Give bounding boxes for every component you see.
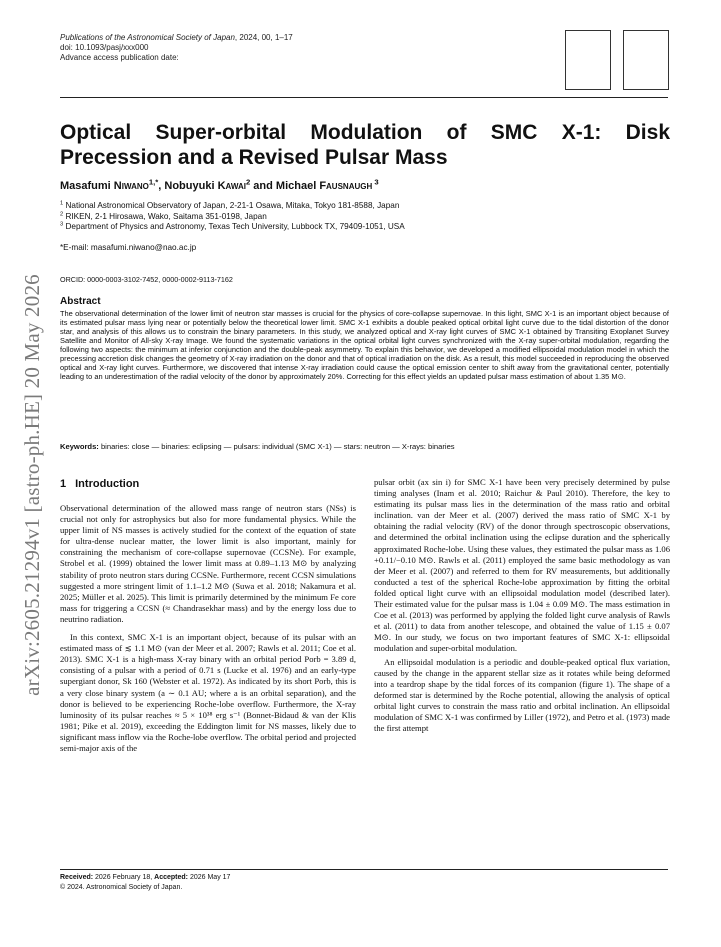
received-label: Received: bbox=[60, 874, 94, 881]
accepted-date: 2026 May 17 bbox=[188, 874, 231, 881]
copyright: © 2024. Astronomical Society of Japan. bbox=[60, 883, 183, 891]
affiliation-1 bbox=[60, 201, 405, 212]
body-column-left bbox=[60, 478, 356, 754]
affiliations bbox=[60, 201, 405, 233]
header-rule bbox=[60, 97, 668, 98]
author-1-last: Niwano bbox=[113, 180, 149, 192]
author-and: and bbox=[250, 180, 276, 192]
author-1-sup: 1,* bbox=[148, 177, 159, 187]
author-3-first: Michael bbox=[275, 180, 320, 192]
affiliation-3-text: Department of Physics and Astronomy, Texas Tech University, Lubbock TX, 79409-1051, USA bbox=[63, 222, 405, 232]
author-2-last: Kawai bbox=[217, 180, 246, 192]
accepted-label: Accepted: bbox=[154, 874, 189, 881]
journal-volume: , 2024, 00, 1–17 bbox=[234, 33, 293, 42]
author-2-first: Nobuyuki bbox=[164, 180, 218, 192]
paragraph: An ellipsoidal modulation is a periodic and double-peaked optical flux variation, caused by the change in the apparent stellar size as it rotates while being deformed into a teardrop shape by the tidal forces of its companion (figure 1). The shape of a deformed star is determined by the Roche potential, allowing the analysis of optical orbital light curves to constrain the mass ratio and orbital inclination. An ellipsoidal modulation of SMC X-1 was confirmed by Liller (1972), and Petro et al. (1973) made the first attempt bbox=[374, 656, 670, 734]
keywords bbox=[60, 442, 669, 451]
author-list: Masafumi Niwano$^{1,*}$, Nobuyuki Kawai$^2$ and Michael Fausnaugh $^3$ bbox=[60, 177, 379, 192]
affiliation-3 bbox=[60, 222, 405, 233]
doi[interactable]: doi: 10.1093/pasj/xxx000 bbox=[60, 43, 149, 52]
keywords-label: Keywords: bbox=[60, 442, 99, 451]
section-number: 1 bbox=[60, 478, 67, 490]
paragraph: pulsar orbit (ax sin i) for SMC X-1 have been very precisely determined by pulse timing analyses (Inam et al. 2010; Raichur & Paul 2010). Therefore, the key to estimating its pulsar mass lies in the determination of the mass ratio and orbital inclination. van der Meer et al. (2007) derived the mass ratio of SMC X-1 by obtaining the radial velocity (RV) of the donor through spectroscopic observations, and determined the orbital inclination using the eclipse duration and the spherically approximated Roche-lobe. Using these values, they estimated the pulsar mass as 1.06 +0.11/−0.10 M⊙. Rawls et al. (2011) employed the same basic methodology as van der Meer et al. (2007) and referred to them for RV measurements, but additionally conducted a test of the spherical Roche-lobe approximation by fitting the orbital folded optical light curve with an ellipsoidal modulation model (described later). Their estimated value for the pulsar mass is 1.04 ± 0.09 M⊙. The mass estimation in Coe et al. (2013) was performed by applying the folded light curve analysis of Rawls et al. (2011) to data from another telescope, and obtained the value of 1.15 ± 0.07 M⊙. In our study, we focus on two important features of SMC X-1: ellipsoidal modulation and super-orbital modulation. bbox=[374, 477, 670, 654]
journal-name: Publications of the Astronomical Society of Japan bbox=[60, 33, 235, 42]
header-box-left bbox=[565, 30, 611, 90]
arxiv-stamp: arXiv:2605.21294v1 [astro-ph.HE] 20 May 2026 bbox=[20, 274, 44, 696]
dates-line bbox=[60, 873, 230, 883]
journal-line bbox=[60, 33, 293, 43]
author-3-last: Fausnaugh bbox=[319, 180, 373, 192]
affiliation-1-text: National Astronomical Observatory of Japan, 2-21-1 Osawa, Mitaka, Tokyo 181-8588, Japan bbox=[63, 201, 400, 210]
received-date: 2026 February 18, bbox=[93, 874, 155, 881]
section-title: Introduction bbox=[75, 478, 140, 490]
journal-header bbox=[60, 33, 293, 63]
section-heading bbox=[60, 478, 356, 490]
author-2-sup: 2 bbox=[245, 177, 251, 187]
title-line-2: Precession and a Revised Pulsar Mass bbox=[60, 146, 448, 169]
footer-rule bbox=[60, 869, 668, 870]
orcid-line: ORCID: 0000-0003-3102-7452, 0000-0002-9113-7162 bbox=[60, 275, 233, 284]
abstract-heading: Abstract bbox=[60, 296, 101, 307]
author-1-first: Masafumi bbox=[60, 180, 114, 192]
affiliation-2-text: RIKEN, 2-1 Hirosawa, Wako, Saitama 351-0198, Japan bbox=[63, 211, 267, 221]
paragraph: Observational determination of the allowed mass range of neutron stars (NSs) is crucial not only for astrophysics but also for more fundamental physics. While the upper limit of NS masses is actively studied for the context of the equation of state for ultra-dense nuclear matter, the lower limit is also important, mainly for constraining the mechanism of core-collapse supernovae (CCSNe). For example, Strobel et al. (1999) obtained the lower limit mass at 0.89–1.13 M⊙ by analyzing stability of proto neutron stars during CCSNe. Furthermore, recent CCSN simulations suggested a more stringent limit of 1.1–1.2 M⊙ (Suwa et al. 2018; Nakamura et al. 2025; Müller et al. 2025). This limit is primarily determined by the minimum Fe core mass for triggering a CCSN (≈ Chandrasekhar mass) and by the energy loss due to neutrino radiation. bbox=[60, 503, 356, 624]
affiliation-3-num: 3 bbox=[60, 221, 64, 228]
abstract-text: The observational determination of the lower limit of neutron star masses is crucial for the physics of core-collapse supernovae. In this light, SMC X-1 is an important object because of its estimated pulsar mass lying near or potentially below the theoretical lower limit. SMC X-1 exhibits a double peaked optical orbital light curve due to the tidal distortion of the donor star, and analysis of this allows us to constrain the binary parameters. In this study, we analyzed optical and X-ray light curves of SMC X-1 obtained by Transiting Exoplanet Survey Satellite and Monitor of All-sky X-ray Image. We found the systematic variations in the optical orbital light curves synchronized with the X-ray super-orbital modulation, regarding the following two aspects: the minimum at inferior conjunction and the double-peak asymmetry. To explain this behavior, we developed a modified ellipsoidal modulation model in which the precessing accretion disk changes the geometry of X-ray irradiation on the donor and that of optical irradiation on the disk. As a result, this model succeeded in reproducing the observed optical and X-ray light curves. Furthermore, we discovered that intense X-ray irradiation could cause the optical emission center to shift away from the gravitational center, potentially leading to an underestimation of the radial velocity of the donor by approximately 20%. Correcting for this effect yields an updated pulsar mass estimation of about 1.35 M⊙. bbox=[60, 309, 669, 381]
paper-title bbox=[60, 120, 670, 170]
author-3-sup: 3 bbox=[372, 177, 379, 187]
affiliation-2 bbox=[60, 212, 405, 223]
affiliation-1-num: 1 bbox=[60, 200, 64, 207]
header-box-right bbox=[623, 30, 669, 90]
footer bbox=[60, 873, 230, 892]
affiliation-2-num: 2 bbox=[60, 210, 64, 217]
title-line-1: Optical Super-orbital Modulation of SMC X-1: Disk bbox=[60, 121, 670, 144]
advance-access: Advance access publication date: bbox=[60, 53, 179, 62]
contact-email[interactable]: *E-mail: masafumi.niwano@nao.ac.jp bbox=[60, 243, 197, 252]
keywords-text: binaries: close — binaries: eclipsing — pulsars: individual (SMC X-1) — stars: neutron — X-rays: binaries bbox=[98, 442, 455, 451]
paragraph: In this context, SMC X-1 is an important object, because of its pulsar with an estimated mass of ≲ 1.1 M⊙ (van der Meer et al. 2007; Rawls et al. 2011; Coe et al. 2013). SMC X-1 is a high-mass X-ray binary with an orbital period Porb = 3.89 d, consisting of a pulsar with a period of 0.71 s (Lucke et al. 1976) and an early-type supergiant donor, Sk 160 (Webster et al. 1972). As indicated by its short Porb, this is a very close binary system (a ∼ 0.1 AU; where a is an orbital separation), and the donor is believed to be experiencing Roche-lobe overflow. Furthermore, the X-ray luminosity of its pulsar reaches ≈ 5 × 10³⁸ erg s⁻¹ (Bonnet-Bidaud & van der Klis 1981; Pike et al. 2019), exceeding the Eddington limit for NS masses, likely due to significant mass inflow via the Roche-lobe overflow. The orbital period and projected semi-major axis of the bbox=[60, 632, 356, 753]
body-column-right bbox=[374, 477, 670, 734]
